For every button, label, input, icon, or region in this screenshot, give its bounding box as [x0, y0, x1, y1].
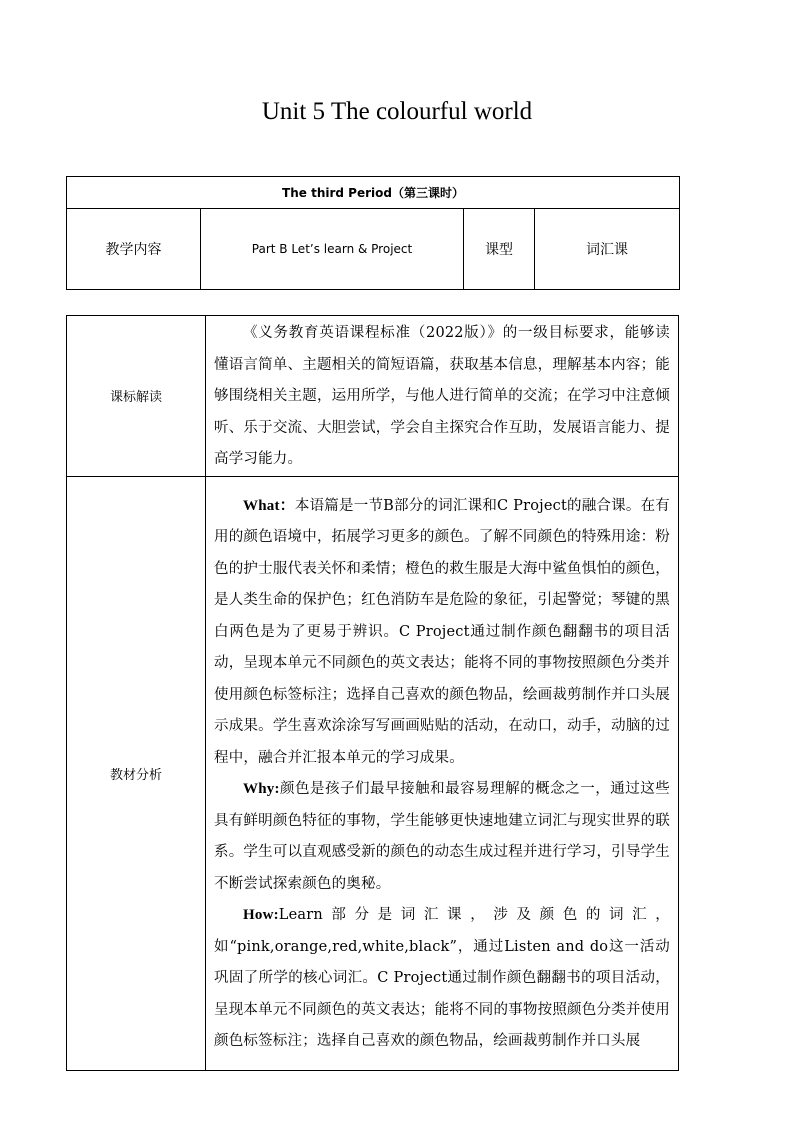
document-title: Unit 5 The colourful world [261, 98, 533, 125]
period-heading: The third Period（第三课时） [67, 177, 680, 209]
what-paragraph [214, 491, 670, 775]
analysis-table [66, 315, 679, 1071]
how-paragraph [214, 900, 670, 1058]
standard-cell [206, 316, 679, 477]
material-cell [206, 476, 679, 1070]
content-value: Part B Let’s learn & Project [201, 209, 464, 290]
why-text: 颜色是孩子们最早接触和最容易理解的概念之一，通过这些具有鲜明颜色特征的事物，学生能够更快速地建立词汇与现实世界的联系。学生可以直观感受新的颜色的动态生成过程并进行学习，引导学生不断尝试探索颜色的奥秘。 [214, 781, 670, 892]
lesson-info-table [66, 176, 680, 290]
material-label: 教材分析 [67, 476, 206, 1070]
standard-label: 课标解读 [67, 316, 206, 477]
how-label: How: [243, 907, 279, 923]
type-value: 词汇课 [535, 209, 680, 290]
standard-text: 《义务教育英语课程标准（2022版）》的一级目标要求，能够读懂语言简单、主题相关的简短语篇，获取基本信息，理解基本内容；能够围绕相关主题，运用所学，与他人进行简单的交流；在学习中注意倾听、乐于交流、大胆尝试，学会自主探究合作互助，发展语言能力、提高学习能力。 [214, 325, 670, 467]
what-label: What： [243, 497, 295, 514]
type-label: 课型 [464, 209, 535, 290]
content-label: 教学内容 [67, 209, 201, 290]
what-text: 本语篇是一节B部分的词汇课和C Project的融合课。在有用的颜色语境中，拓展学习更多的颜色。了解不同颜色的特殊用途：粉色的护士服代表关怀和柔情；橙色的救生服是大海中鲨鱼惧怕的颜色，是人类生命的保护色；红色消防车是危险的象征，引起警觉；琴键的黑白两色是为了更易于辨识。C Project通过制作颜色翻翻书的项目活动，呈现本单元不同颜色的英文表达；能将不同的事物按照颜色分类并使用颜色标签标注；选择自己喜欢的颜色物品，绘画裁剪制作并口头展示成果。学生喜欢涂涂写写画画贴贴的活动，在动口，动手，动脑的过程中，融合并汇报本单元的学习成果。 [214, 497, 670, 766]
why-label: Why: [243, 781, 280, 797]
how-text: Learn部分是词汇课，涉及颜色的词汇，如“pink,orange,red,white,black”，通过Listen and do这一活动巩固了所学的核心词汇。C Project通过制作颜色翻翻书的项目活动，呈现本单元不同颜色的英文表达；能将不同的事物按照颜色分类并使用颜色标签标注；选择自己喜欢的颜色物品，绘画裁剪制作并口头展 [214, 907, 670, 1049]
why-paragraph [214, 774, 670, 900]
